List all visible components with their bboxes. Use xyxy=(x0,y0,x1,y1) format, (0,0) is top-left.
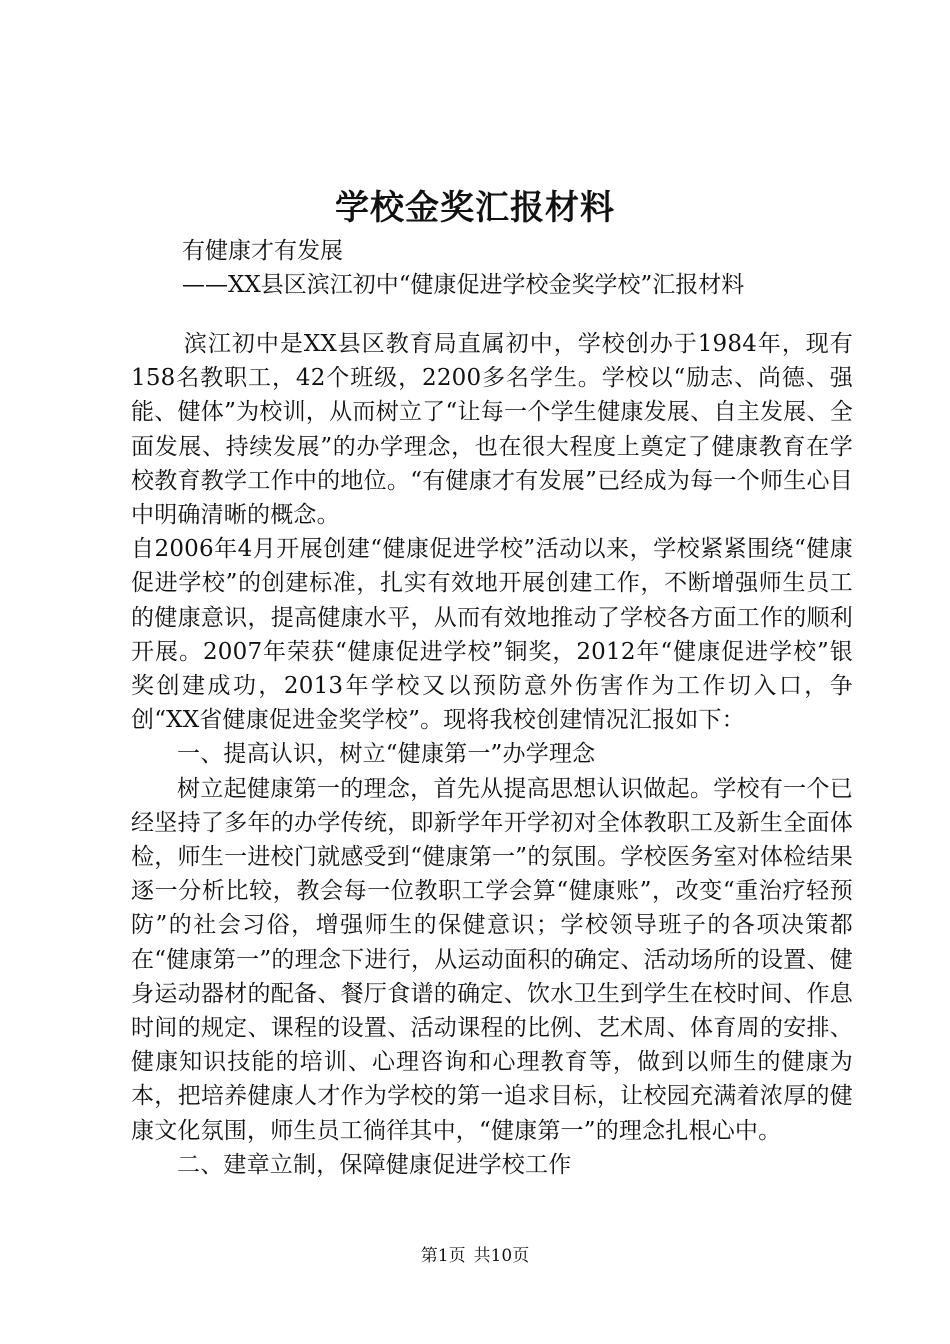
document-title: 学校金奖汇报材料 xyxy=(335,188,615,228)
page-total: 共10页 xyxy=(473,1246,530,1266)
section-heading-2: 二、建章立制，保障健康促进学校工作 xyxy=(177,1151,572,1178)
paragraph-campaign: 自2006年4月开展创建“健康促进学校”活动以来，学校紧紧围绕“健康促进学校”的创建标准，扎实有效地开展创建工作，不断增强师生员工的健康意识，提高健康水平，从而有效地推动了学校各方面工作的顺利开展。2007年荣获“健康促进学校”铜奖，2012年“健康促进学校”银奖创建成功，2013年学校又以预防意外伤害作为工作切入口，争创“XX省健康促进金奖学校”。现将我校创建情况汇报如下： xyxy=(131,536,853,734)
paragraph-section-1: 树立起健康第一的理念，首先从提高思想认识做起。学校有一个已经坚持了多年的办学传统，即新学年开学初对全体教职工及新生全面体检，师生一进校门就感受到“健康第一”的氛围。学校医务室对体检结果逐一分析比较，教会每一位教职工学会算“健康账”，改变“重治疗轻预防”的社会习俗，增强师生的保健意识；学校领导班子的各项决策都在“健康第一”的理念下进行，从运动面积的确定、活动场所的设置、健身运动器材的配备、餐厅食谱的确定、饮水卫生到学生在校时间、作息时间的规定、课程的设置、活动课程的比例、艺术周、体育周的安排、健康知识技能的培训、心理咨询和心理教育等，做到以师生的健康为本，把培养健康人才作为学校的第一追求目标，让校园充满着浓厚的健康文化氛围，师生员工徜徉其中，“健康第一”的理念扎根心中。 xyxy=(131,775,853,1144)
document-subtitle-dash: ——XX县区滨江初中“健康促进学校金奖学校”汇报材料 xyxy=(182,272,745,298)
document-subtitle: 有健康才有发展 xyxy=(182,238,343,264)
document-body xyxy=(131,327,853,1182)
section-heading-1: 一、提高认识，树立“健康第一”办学理念 xyxy=(177,741,596,768)
page-footer xyxy=(0,1244,950,1268)
page-number: 第1页 xyxy=(420,1246,466,1266)
paragraph-intro: 滨江初中是XX县区教育局直属初中，学校创办于1984年，现有158名教职工，42个班级，2200多名学生。学校以“励志、尚德、强能、健体”为校训，从而树立了“让每一个学生健康发展、自主发展、全面发展、持续发展”的办学理念，也在很大程度上奠定了健康教育在学校教育教学工作中的地位。“有健康才有发展”已经成为每一个师生心目中明确清晰的概念。 xyxy=(131,331,853,529)
